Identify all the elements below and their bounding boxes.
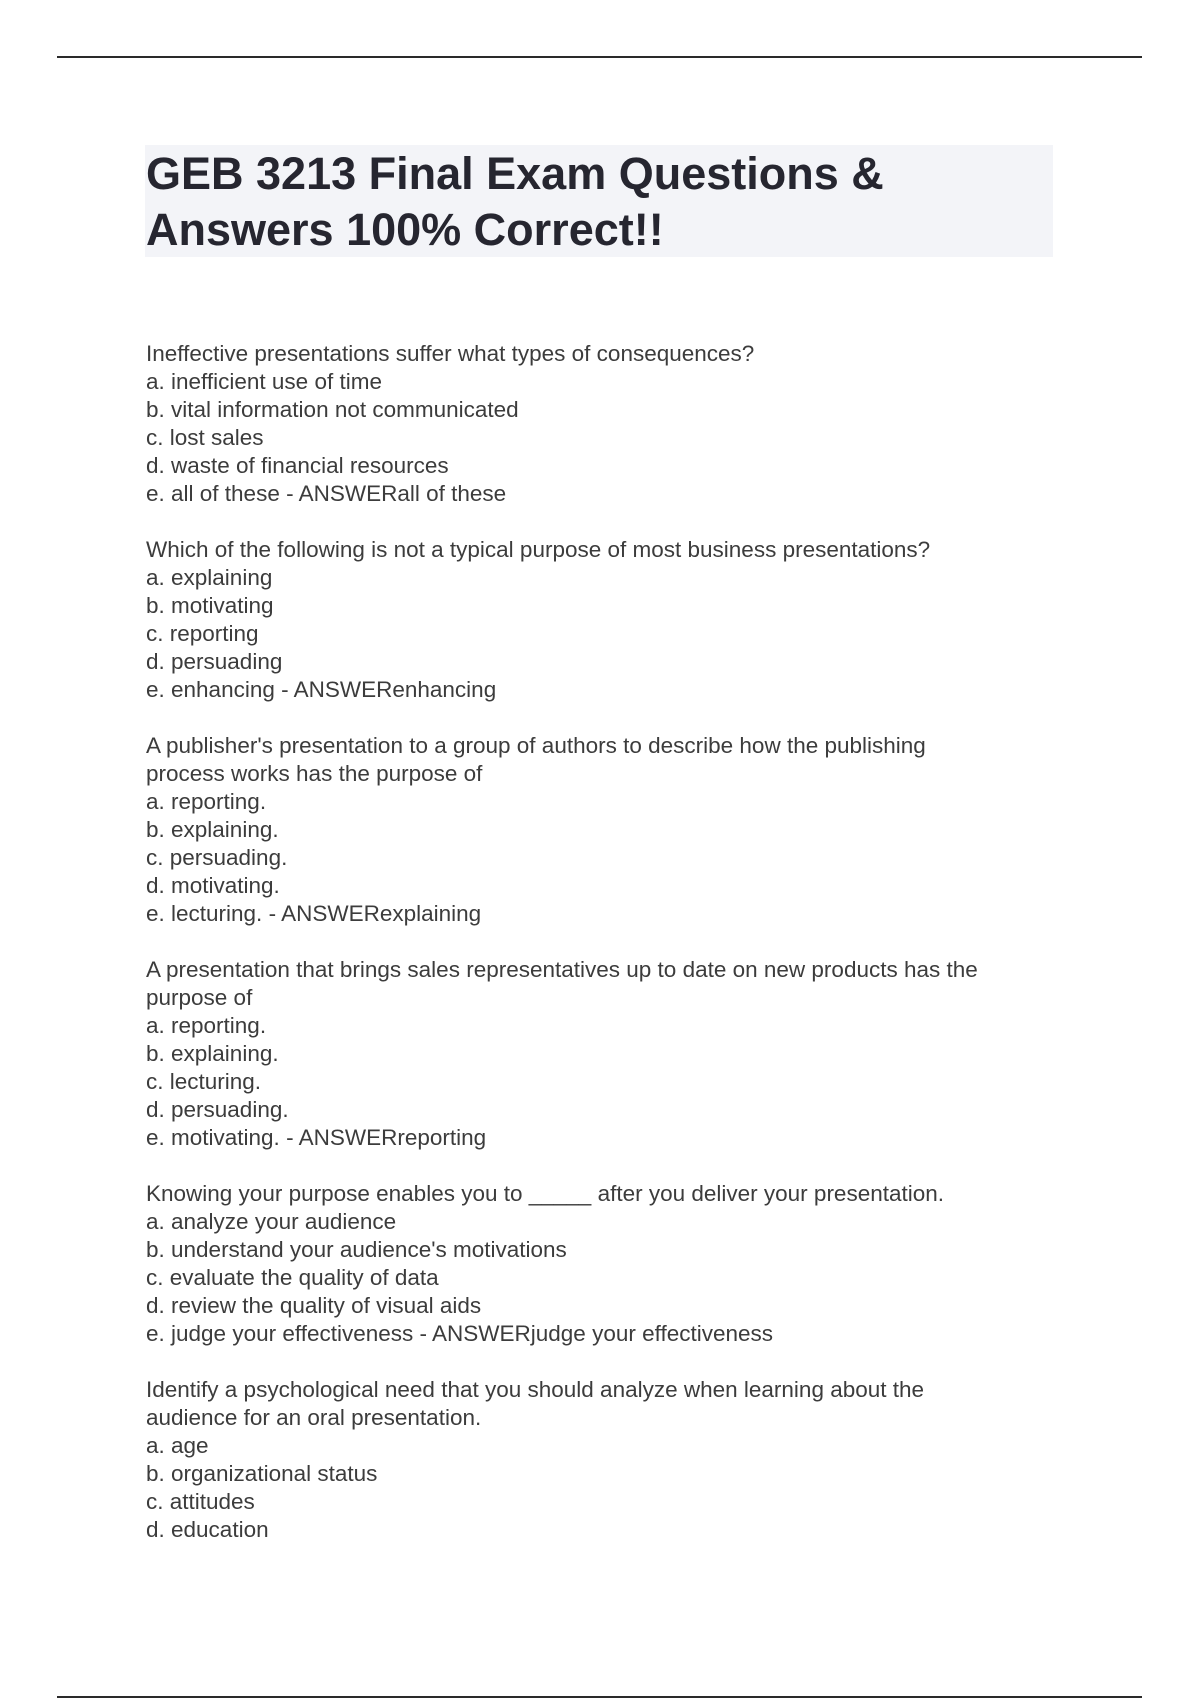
page-title: GEB 3213 Final Exam Questions & Answers 100% Correct!! xyxy=(146,148,884,255)
bottom-rule xyxy=(57,1696,1142,1698)
answer-option: b. motivating xyxy=(146,593,274,618)
question-text: Ineffective presentations suffer what types of consequences? xyxy=(146,341,755,366)
answer-option: a. age xyxy=(146,1433,209,1458)
question-text-continued: audience for an oral presentation. xyxy=(146,1405,482,1430)
answer-option: c. persuading. xyxy=(146,845,288,870)
question-text-continued: process works has the purpose of xyxy=(146,761,483,786)
qa-block-4 xyxy=(146,956,1076,1152)
question-text: Which of the following is not a typical purpose of most business presentations? xyxy=(146,537,931,562)
question-text: Knowing your purpose enables you to _____ after you deliver your presentation. xyxy=(146,1181,945,1206)
answer-option: a. reporting. xyxy=(146,789,267,814)
answer-option-with-answer: e. motivating. - ANSWERreporting xyxy=(146,1125,487,1150)
answer-option: b. vital information not communicated xyxy=(146,397,519,422)
answer-option: a. reporting. xyxy=(146,1013,267,1038)
question-text: Identify a psychological need that you should analyze when learning about the xyxy=(146,1377,925,1402)
question-text: A publisher's presentation to a group of authors to describe how the publishing xyxy=(146,733,926,758)
answer-option: b. explaining. xyxy=(146,1041,279,1066)
qa-block-2 xyxy=(146,536,1076,704)
answer-option: d. education xyxy=(146,1517,269,1542)
answer-option-with-answer: e. judge your effectiveness - ANSWERjudge your effectiveness xyxy=(146,1321,774,1346)
answer-option: d. motivating. xyxy=(146,873,280,898)
top-rule xyxy=(57,56,1142,58)
answer-option: c. lecturing. xyxy=(146,1069,262,1094)
answer-option-with-answer: e. all of these - ANSWERall of these xyxy=(146,481,507,506)
question-text-continued: purpose of xyxy=(146,985,253,1010)
question-text: A presentation that brings sales representatives up to date on new products has the xyxy=(146,957,978,982)
answer-option: d. persuading. xyxy=(146,1097,289,1122)
answer-option: c. evaluate the quality of data xyxy=(146,1265,439,1290)
answer-option: b. understand your audience's motivations xyxy=(146,1237,567,1262)
qa-content xyxy=(146,340,1076,1572)
answer-option: d. waste of financial resources xyxy=(146,453,449,478)
qa-block-5 xyxy=(146,1180,1076,1348)
answer-option: a. analyze your audience xyxy=(146,1209,397,1234)
qa-block-3 xyxy=(146,732,1076,928)
answer-option: d. review the quality of visual aids xyxy=(146,1293,482,1318)
answer-option: a. explaining xyxy=(146,565,273,590)
answer-option: b. organizational status xyxy=(146,1461,378,1486)
qa-block-6 xyxy=(146,1376,1076,1544)
answer-option: a. inefficient use of time xyxy=(146,369,382,394)
qa-block-1 xyxy=(146,340,1076,508)
answer-option: c. attitudes xyxy=(146,1489,255,1514)
answer-option-with-answer: e. enhancing - ANSWERenhancing xyxy=(146,677,497,702)
answer-option: d. persuading xyxy=(146,649,283,674)
answer-option-with-answer: e. lecturing. - ANSWERexplaining xyxy=(146,901,482,926)
answer-option: b. explaining. xyxy=(146,817,279,842)
answer-option: c. lost sales xyxy=(146,425,264,450)
answer-option: c. reporting xyxy=(146,621,259,646)
